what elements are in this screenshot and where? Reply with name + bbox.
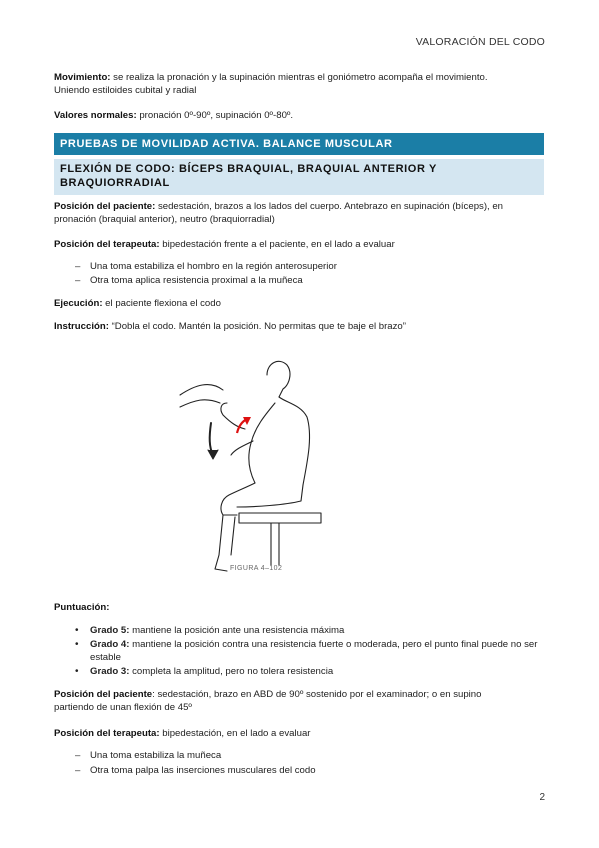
examiner-arm bbox=[180, 385, 223, 395]
subsection-line-2: BRAQUIORRADIAL bbox=[60, 177, 170, 189]
figure-caption: FIGURA 4–102 bbox=[230, 565, 283, 572]
posicion-terapeuta-paragraph bbox=[54, 238, 544, 251]
instruccion-label: Instrucción: bbox=[54, 321, 109, 332]
posicion-paciente-label: Posición del paciente: bbox=[54, 201, 156, 212]
posicion-terapeuta-2-text: bipedestación, en el lado a evaluar bbox=[159, 728, 311, 739]
movimiento-text-2: Uniendo estiloides cubital y radial bbox=[54, 85, 197, 96]
posicion-terapeuta-2-label: Posición del terapeuta: bbox=[54, 728, 160, 739]
page-number: 2 bbox=[539, 792, 545, 803]
instruccion-text: “Dobla el codo. Mantén la posición. No permitas que te baje el brazo” bbox=[108, 321, 406, 332]
stool-seat bbox=[239, 513, 321, 523]
posicion-paciente-2-text-1: : sedestación, brazo en ABD de 90º sostenido por el examinador; o en supino bbox=[152, 689, 482, 700]
instruccion-paragraph bbox=[54, 320, 544, 333]
running-header: VALORACIÓN DEL CODO bbox=[415, 36, 545, 48]
posicion-paciente-2-text-2: partiendo de unan flexión de 45º bbox=[54, 702, 192, 713]
valores-label: Valores normales: bbox=[54, 110, 137, 121]
posicion-paciente-2-label: Posición del paciente bbox=[54, 689, 153, 700]
ejecucion-label: Ejecución: bbox=[54, 298, 103, 309]
elbow-flexion-illustration bbox=[175, 345, 325, 585]
ejecucion-paragraph bbox=[54, 297, 544, 310]
bullet-icon: • bbox=[75, 625, 79, 636]
posicion-terapeuta-2-paragraph bbox=[54, 727, 544, 740]
posicion-paciente-text-1: sedestación, brazos a los lados del cuerpo. Antebrazo en supinación (bíceps), en bbox=[155, 201, 504, 212]
movimiento-text-1: se realiza la pronación y la supinación mientras el goniómetro acompaña el movimiento. bbox=[110, 72, 488, 83]
valores-paragraph bbox=[54, 109, 544, 122]
movimiento-label: Movimiento: bbox=[54, 72, 111, 83]
bullet-icon: • bbox=[75, 639, 79, 650]
movimiento-paragraph bbox=[54, 71, 544, 97]
patient-head bbox=[267, 361, 290, 397]
puntuacion-paragraph bbox=[54, 601, 544, 614]
ejecucion-text: el paciente flexiona el codo bbox=[102, 298, 221, 309]
posicion-paciente-2-paragraph bbox=[54, 688, 544, 714]
subsection-heading bbox=[54, 159, 544, 195]
posicion-paciente-paragraph bbox=[54, 200, 544, 226]
document-page: VALORACIÓN DEL CODO Movimiento: se realiza la pronación y la supinación mientras el goniómetro acompaña el movimiento. Uniendo estiloides cubital y radial Valores normales: pronación 0º-90º, supinación 0º-80º. PRUEBAS DE MOVILIDAD ACTIVA. BALANCE MUSCULAR FLEXIÓN DE CODO: BÍCEPS BRAQUIAL, BRAQUIAL ANTERIOR Y BRAQUIORRADIAL Posición del paciente: sedestación, brazos a los lados del cuerpo. Antebrazo en supinación (bíceps), en pronación (braquial anterior), neutro (braquiorradial) Posición del terapeuta: bipedestación frente a el paciente, en el lado a evaluar Una toma estabiliza el hombro en la región anterosuperior Otra toma aplica resistencia proximal a la muñeca Ejecución: el paciente flexiona el codo Instrucción: “Dobla el codo. Mantén la posición. No permitas que te baje el brazo” FIGURA 4–102 Puntuación: • Grado 5: mantiene la posición ante una resistencia máxima • Grado 4: mantiene la posición contra una resistencia fuerte o moderada, pero el punto final puede no ser estable • Grado 3: completa la amplitud, pero no tolera resistencia Posición del paciente: sedestación, brazo en ABD de 90º sostenido por el examinador; o en supino partiendo de unan flexión de 45º Posición del terapeuta: bipedestación, en el lado a evaluar Una toma estabiliza la muñeca Otra toma palpa las inserciones musculares del codo 2 bbox=[54, 36, 545, 803]
valores-text: pronación 0º-90º, supinación 0º-80º. bbox=[136, 110, 294, 121]
patient-thigh bbox=[237, 485, 303, 507]
puntuacion-label: Puntuación: bbox=[54, 602, 110, 613]
bullet-icon: • bbox=[75, 666, 79, 677]
posicion-terapeuta-text: bipedestación frente a el paciente, en el lado a evaluar bbox=[159, 239, 395, 250]
section-heading: PRUEBAS DE MOVILIDAD ACTIVA. BALANCE MUSCULAR bbox=[54, 133, 544, 155]
posicion-terapeuta-label: Posición del terapeuta: bbox=[54, 239, 160, 250]
posicion-paciente-text-2: pronación (braquial anterior), neutro (braquiorradial) bbox=[54, 214, 275, 225]
subsection-line-1: FLEXIÓN DE CODO: BÍCEPS BRAQUIAL, BRAQUIAL ANTERIOR Y bbox=[60, 163, 437, 175]
